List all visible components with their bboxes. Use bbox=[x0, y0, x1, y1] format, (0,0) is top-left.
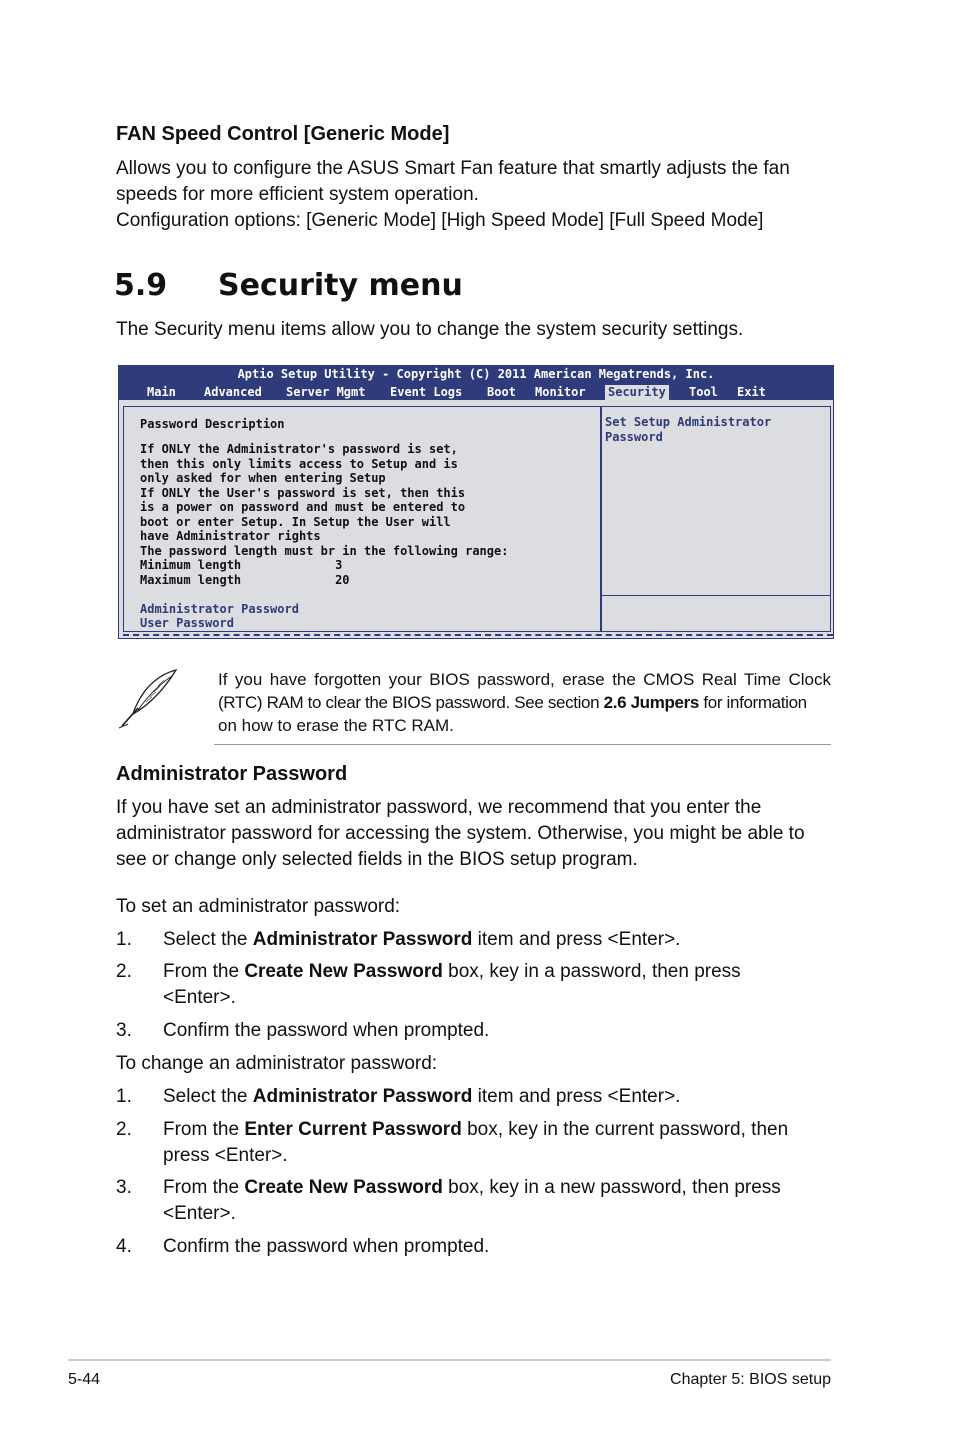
note-line-2-end: for information bbox=[699, 693, 807, 712]
change-step-3-continued: <Enter>. bbox=[163, 1203, 236, 1224]
bios-tab-advanced[interactable]: Advanced bbox=[204, 385, 262, 399]
quill-pen-icon bbox=[116, 664, 184, 732]
change-step-2 bbox=[163, 1117, 788, 1143]
bios-tab-exit[interactable]: Exit bbox=[737, 385, 766, 399]
bios-tab-event-logs[interactable]: Event Logs bbox=[390, 385, 463, 399]
step-text: From the bbox=[163, 961, 245, 982]
security-intro: The Security menu items allow you to change the system security settings. bbox=[116, 319, 744, 340]
bios-tab-server-mgmt[interactable]: Server Mgmt bbox=[286, 385, 366, 399]
chapter-label: Chapter 5: BIOS setup bbox=[670, 1371, 831, 1388]
admin-para-line-3: see or change only selected fields in the BIOS setup program. bbox=[116, 849, 638, 870]
change-step-number: 3. bbox=[116, 1177, 132, 1198]
set-step-number: 1. bbox=[116, 929, 132, 950]
bios-title-bar bbox=[119, 366, 833, 400]
admin-para-line-2: administrator password for accessing the system. Otherwise, you might be able to bbox=[116, 823, 805, 844]
bios-help-text-line-1: Set Setup Administrator bbox=[605, 415, 772, 429]
fan-desc-line-1: Allows you to configure the ASUS Smart Fan feature that smartly adjusts the fan bbox=[116, 158, 790, 179]
set-step-number: 3. bbox=[116, 1020, 132, 1041]
bios-title: Aptio Setup Utility - Copyright (C) 2011 American Megatrends, Inc. bbox=[237, 367, 715, 381]
set-step-3: Confirm the password when prompted. bbox=[163, 1020, 490, 1041]
bios-tab-security[interactable]: Security bbox=[605, 385, 669, 400]
step-text: From the bbox=[163, 1177, 245, 1198]
bios-desc-line: boot or enter Setup. In Setup the User will bbox=[140, 514, 451, 529]
set-step-2 bbox=[163, 959, 741, 985]
page-number: 5-44 bbox=[68, 1371, 101, 1388]
bios-max-length: Maximum length 20 bbox=[140, 572, 350, 587]
set-password-intro: To set an administrator password: bbox=[116, 896, 401, 917]
admin-password-heading: Administrator Password bbox=[116, 763, 348, 785]
step-text: From the bbox=[163, 1119, 245, 1140]
note-line-1: If you have forgotten your BIOS password, erase the CMOS Real Time Clock bbox=[218, 670, 831, 689]
step-text: Select the bbox=[163, 1086, 253, 1107]
bios-desc-line: If ONLY the User's password is set, then this bbox=[140, 485, 466, 500]
bios-desc-line: is a power on password and must be entered to bbox=[140, 500, 466, 514]
note-line-2-text: (RTC) RAM to clear the BIOS password. See section bbox=[218, 693, 604, 712]
bios-main-panel bbox=[123, 406, 601, 632]
step-bold-term: Administrator Password bbox=[252, 929, 473, 950]
change-step-number: 2. bbox=[116, 1119, 132, 1140]
note-line-2 bbox=[218, 691, 831, 715]
step-text: box, key in a new password, then press bbox=[442, 1177, 781, 1198]
step-text: item and press <Enter>. bbox=[472, 929, 681, 950]
bios-bottom-dashes bbox=[123, 634, 833, 636]
change-step-1 bbox=[163, 1084, 680, 1110]
bios-tab-tool[interactable]: Tool bbox=[689, 385, 718, 399]
fan-desc-line-2: speeds for more efficient system operation. bbox=[116, 184, 479, 205]
section-title: Security menu bbox=[218, 268, 463, 303]
change-step-number: 4. bbox=[116, 1236, 132, 1257]
step-bold-term: Enter Current Password bbox=[244, 1119, 462, 1140]
step-text: box, key in a password, then press bbox=[442, 961, 741, 982]
set-step-2-continued: <Enter>. bbox=[163, 987, 236, 1008]
bios-item-administrator-password[interactable]: Administrator Password bbox=[140, 601, 299, 616]
change-password-intro: To change an administrator password: bbox=[116, 1053, 438, 1074]
fan-speed-heading: FAN Speed Control [Generic Mode] bbox=[116, 123, 450, 145]
note-line-3: on how to erase the RTC RAM. bbox=[218, 716, 454, 735]
note-jumpers-reference: 2.6 Jumpers bbox=[603, 693, 699, 712]
bios-item-user-password[interactable]: User Password bbox=[140, 616, 234, 630]
bios-help-text-line-2: Password bbox=[605, 430, 663, 444]
step-bold-term: Create New Password bbox=[244, 1177, 443, 1198]
step-bold-term: Administrator Password bbox=[252, 1086, 473, 1107]
bios-desc-line: The password length must br in the following range: bbox=[140, 543, 509, 558]
step-text: item and press <Enter>. bbox=[472, 1086, 681, 1107]
change-step-3 bbox=[163, 1175, 781, 1201]
bios-desc-line: have Administrator rights bbox=[140, 529, 321, 543]
change-step-2-continued: press <Enter>. bbox=[163, 1145, 288, 1166]
bios-desc-line: then this only limits access to Setup and is bbox=[140, 456, 458, 471]
bios-password-description: Password Description bbox=[140, 417, 285, 431]
step-bold-term: Create New Password bbox=[244, 961, 443, 982]
bios-help-panel bbox=[601, 406, 831, 632]
footer-divider bbox=[68, 1359, 831, 1361]
step-text: Select the bbox=[163, 929, 253, 950]
bios-desc-line: only asked for when entering Setup bbox=[140, 471, 386, 485]
change-step-4: Confirm the password when prompted. bbox=[163, 1236, 490, 1257]
admin-para-line-1: If you have set an administrator password, we recommend that you enter the bbox=[116, 797, 762, 818]
bios-tab-main[interactable]: Main bbox=[147, 385, 176, 399]
change-step-number: 1. bbox=[116, 1086, 132, 1107]
set-step-1 bbox=[163, 927, 680, 953]
bios-min-length: Minimum length 3 bbox=[140, 558, 343, 572]
set-step-number: 2. bbox=[116, 961, 132, 982]
step-text: box, key in the current password, then bbox=[461, 1119, 789, 1140]
bios-help-divider bbox=[602, 595, 830, 596]
fan-config-options: Configuration options: [Generic Mode] [High Speed Mode] [Full Speed Mode] bbox=[116, 210, 764, 231]
bios-desc-line: If ONLY the Administrator's password is set, bbox=[140, 442, 458, 456]
bios-tab-boot[interactable]: Boot bbox=[487, 385, 516, 399]
bios-tab-monitor[interactable]: Monitor bbox=[535, 385, 586, 399]
note-divider bbox=[214, 744, 831, 745]
section-number: 5.9 bbox=[114, 268, 168, 303]
bios-screenshot bbox=[118, 365, 834, 639]
